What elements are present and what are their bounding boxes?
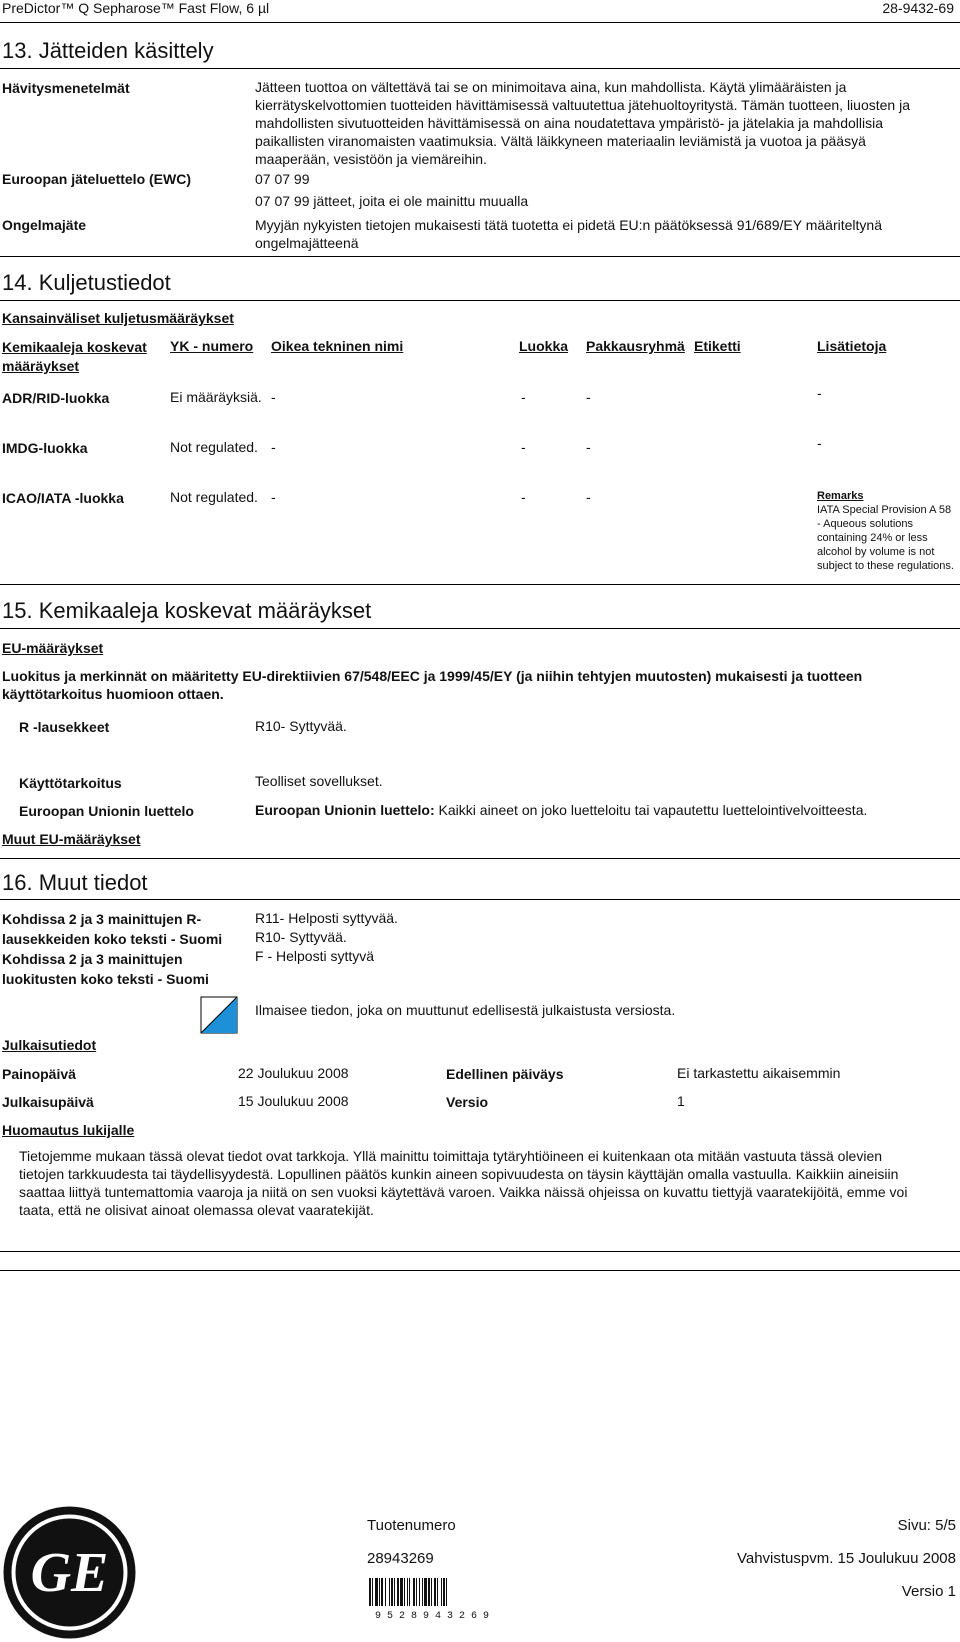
doc-header-number: 28-9432-69 bbox=[882, 0, 954, 16]
divider bbox=[0, 899, 960, 900]
r-full-text-line: R10- Syttyvää. bbox=[255, 929, 347, 945]
barcode-bar bbox=[437, 1578, 438, 1606]
barcode-bar bbox=[391, 1578, 393, 1606]
disposal-label: Hävitysmenetelmät bbox=[2, 80, 130, 96]
remarks-line: containing 24% or less bbox=[817, 532, 928, 544]
divider bbox=[0, 256, 960, 257]
eu-inventory-value: Kaikki aineet on joko luetteloitu tai vapautettu luettelointivelvoitteesta. bbox=[438, 802, 868, 818]
row-icao-tech: - bbox=[271, 489, 276, 505]
barcode-bar bbox=[431, 1578, 432, 1606]
barcode-bar bbox=[416, 1578, 417, 1606]
eu-regulations-text: Luokitus ja merkinnät on määritetty EU-direktiivien 67/548/EEC ja 1999/45/EY (ja niihin tehtyjen muutosten) mukaisesti ja tuotteen käyttötarkoitus huomioon ottaen. bbox=[2, 668, 863, 702]
use-value: Teolliset sovellukset. bbox=[255, 773, 383, 789]
r-full-text-label-line: lausekkeiden koko teksti - Suomi bbox=[2, 931, 223, 947]
r-full-text-label bbox=[2, 909, 222, 989]
row-imdg-class: - bbox=[521, 439, 526, 455]
other-eu-label: Muut EU-määräykset bbox=[2, 831, 141, 847]
barcode-bar bbox=[372, 1578, 373, 1606]
remarks-line: alcohol by volume is not bbox=[817, 546, 935, 558]
row-adr-extra: - bbox=[817, 385, 822, 401]
row-icao-pg: - bbox=[586, 489, 591, 505]
row-imdg-extra: - bbox=[817, 435, 822, 451]
version-value: 1 bbox=[677, 1093, 685, 1109]
remarks-title: Remarks bbox=[817, 490, 864, 502]
print-date-value: 22 Joulukuu 2008 bbox=[238, 1065, 349, 1081]
ewc-code: 07 07 99 bbox=[255, 171, 310, 187]
use-label: Käyttötarkoitus bbox=[19, 775, 122, 791]
barcode bbox=[367, 1576, 497, 1620]
barcode-bar bbox=[407, 1578, 408, 1606]
notice-label: Huomautus lukijalle bbox=[2, 1122, 135, 1138]
row-icao-class: - bbox=[521, 489, 526, 505]
barcode-bar bbox=[441, 1578, 442, 1606]
previous-date-label: Edellinen päiväys bbox=[446, 1066, 564, 1082]
disposal-text: Jätteen tuottoa on vältettävä tai se on minimoitava aina, kun mahdollista. Käytä ylimääräisten ja kierrätyskelvottomien tuotteiden hävittämisessä valtuutettua jätehuoltoyritystä. Tämän tuotteen, liuosten ja mahdollisten sivutuotteiden hävittämisessä on aina noudatettava ympäristö- ja jätelakia ja mahdollisia paikallisten viranomaisten vaatimuksia. Vältä läikkyneen materiaalin leviämistä ja vuotoa ja pääsyä maaperään, vesistöön ja viemäreihin. bbox=[255, 79, 910, 167]
footer-version: Versio 1 bbox=[901, 1583, 956, 1600]
ge-logo bbox=[2, 1505, 137, 1640]
eu-inventory-key: Euroopan Unionin luettelo: bbox=[255, 802, 435, 818]
col-header-class: Luokka bbox=[519, 338, 569, 354]
row-adr-name: ADR/RID-luokka bbox=[2, 390, 110, 406]
row-adr-tech: - bbox=[271, 389, 276, 405]
validation-date: Vahvistuspvm. 15 Joulukuu 2008 bbox=[736, 1550, 956, 1567]
hazwaste-text: Myyjän nykyisten tietojen mukaisesti tätä tuotetta ei pidetä EU:n päätöksessä 91/689/EY määriteltynä ongelmajätteenä bbox=[255, 217, 882, 251]
remarks-block bbox=[817, 489, 957, 573]
section-13-title: 13. Jätteiden käsittely bbox=[2, 38, 214, 63]
row-imdg-tech: - bbox=[271, 439, 276, 455]
remarks-line: IATA Special Provision A 58 bbox=[817, 504, 952, 516]
barcode-bar bbox=[428, 1578, 430, 1606]
page-number: Sivu: 5/5 bbox=[897, 1517, 956, 1534]
barcode-digits: 9 5 2 8 9 4 3 2 6 9 bbox=[374, 1611, 490, 1620]
product-number-label: Tuotenumero bbox=[367, 1517, 456, 1534]
ge-logo-text: GE bbox=[30, 1542, 109, 1604]
col-header-additional: Lisätietoja bbox=[817, 338, 887, 354]
ewc-desc: 07 07 99 jätteet, joita ei ole mainittu muualla bbox=[255, 193, 529, 209]
barcode-bar bbox=[397, 1578, 399, 1606]
row-icao-name: ICAO/IATA -luokka bbox=[2, 490, 124, 506]
ewc-label: Euroopan jäteluettelo (EWC) bbox=[2, 171, 191, 187]
col-header-technical-name: Oikea tekninen nimi bbox=[271, 338, 404, 354]
barcode-bar bbox=[385, 1578, 386, 1606]
row-adr-class: - bbox=[521, 389, 526, 405]
row-imdg-un: Not regulated. bbox=[170, 439, 258, 455]
change-marker-note: Ilmaisee tiedon, joka on muuttunut edellisestä julkaistusta versiosta. bbox=[255, 1002, 676, 1018]
eu-regulations-label: EU-määräykset bbox=[2, 640, 104, 656]
publication-info-label: Julkaisutiedot bbox=[2, 1037, 97, 1053]
r-full-text-line: R11- Helposti syttyvää. bbox=[255, 910, 398, 926]
barcode-bar bbox=[379, 1578, 380, 1606]
col-header-packing-group: Pakkausryhmä bbox=[586, 338, 685, 354]
version-label: Versio bbox=[446, 1094, 489, 1110]
barcode-bar bbox=[413, 1578, 415, 1606]
issue-date-label: Julkaisupäivä bbox=[2, 1094, 94, 1110]
r-phrases-value: R10- Syttyvää. bbox=[255, 718, 347, 734]
class-full-text-label-line: luokitusten koko teksti - Suomi bbox=[2, 971, 209, 987]
divider bbox=[0, 68, 960, 69]
eu-inventory-row bbox=[255, 802, 867, 818]
print-date-label: Painopäivä bbox=[2, 1066, 76, 1082]
barcode-bar bbox=[400, 1578, 403, 1606]
doc-header-title: PreDictor™ Q Sepharose™ Fast Flow, 6 µl bbox=[2, 0, 270, 16]
barcode-bar bbox=[381, 1578, 383, 1606]
r-full-text-label-line: Kohdissa 2 ja 3 mainittujen R- bbox=[2, 911, 202, 927]
hazwaste-label: Ongelmajäte bbox=[2, 217, 87, 233]
row-imdg-name: IMDG-luokka bbox=[2, 440, 88, 456]
barcode-bar bbox=[409, 1578, 410, 1606]
barcode-bar bbox=[404, 1578, 405, 1606]
col-header-un-number: YK - numero bbox=[170, 338, 254, 354]
class-full-text-label-line: Kohdissa 2 ja 3 mainittujen bbox=[2, 951, 183, 967]
product-number-value: 28943269 bbox=[367, 1550, 434, 1567]
remarks-line: - Aqueous solutions bbox=[817, 518, 914, 530]
change-marker-icon bbox=[200, 996, 238, 1034]
divider bbox=[0, 22, 960, 23]
col-header-label: Etiketti bbox=[694, 338, 741, 354]
r-full-text-values bbox=[255, 909, 398, 966]
barcode-bar bbox=[369, 1578, 371, 1606]
barcode-bars bbox=[369, 1578, 447, 1606]
eu-inventory-label: Euroopan Unionin luettelo bbox=[19, 803, 194, 819]
intl-transport-label: Kansainväliset kuljetusmääräykset bbox=[2, 310, 234, 326]
row-imdg-pg: - bbox=[586, 439, 591, 455]
barcode-bar bbox=[422, 1578, 423, 1606]
remarks-line: subject to these regulations. bbox=[817, 560, 954, 572]
barcode-bar bbox=[375, 1578, 378, 1606]
barcode-bar bbox=[394, 1578, 395, 1606]
row-adr-un: Ei määräyksiä. bbox=[170, 389, 262, 405]
divider bbox=[0, 300, 960, 301]
col-header-regulations: Kemikaaleja koskevat määräykset bbox=[2, 339, 147, 374]
barcode-bar bbox=[434, 1578, 436, 1606]
notice-text: Tietojemme mukaan tässä olevat tiedot ovat tarkkoja. Yllä mainittu toimittaja tytäryhtiöineen ei kuitenkaan ota mitään vastuuta tässä olevien tietojen tarkkuudesta tai täydellisyydestä. Lopullinen päätös kunkin aineen sopivuudesta on täysin käyttäjän omalla vastuulla. Kaikkiin aineisiin saattaa liittyä tuntemattomia vaaroja ja niitä on sen vuoksi käytettävä varoen. Vaikka näissä ohjeissa on kuvattu tiettyjä vaaratekijöitä, emme voi taata, että ne olisivat ainoat olemassa olevat vaaratekijät. bbox=[19, 1148, 908, 1218]
r-full-text-line: F - Helposti syttyvä bbox=[255, 948, 375, 964]
barcode-bar bbox=[446, 1578, 447, 1606]
section-16-title: 16. Muut tiedot bbox=[2, 870, 148, 895]
r-phrases-label: R -lausekkeet bbox=[19, 719, 110, 735]
barcode-bar bbox=[424, 1578, 427, 1606]
barcode-bar bbox=[419, 1578, 420, 1606]
divider bbox=[0, 584, 960, 585]
divider bbox=[0, 858, 960, 859]
row-adr-pg: - bbox=[586, 389, 591, 405]
divider bbox=[0, 628, 960, 629]
section-15-title: 15. Kemikaaleja koskevat määräykset bbox=[2, 598, 372, 623]
barcode-bar bbox=[389, 1578, 390, 1606]
divider bbox=[0, 1251, 960, 1252]
barcode-bar bbox=[443, 1578, 445, 1606]
row-icao-un: Not regulated. bbox=[170, 489, 258, 505]
section-14-title: 14. Kuljetustiedot bbox=[2, 270, 171, 295]
issue-date-value: 15 Joulukuu 2008 bbox=[238, 1093, 349, 1109]
previous-date-value: Ei tarkastettu aikaisemmin bbox=[677, 1065, 841, 1081]
divider bbox=[0, 1270, 960, 1271]
